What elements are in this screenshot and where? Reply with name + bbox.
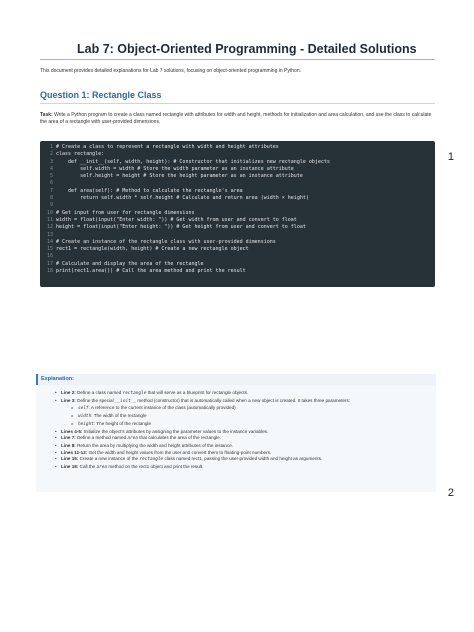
line-ref-label: Lines 4-5: bbox=[61, 428, 83, 434]
line-ref-label: Line 7: bbox=[61, 435, 76, 441]
line-number: 4 bbox=[49, 165, 53, 172]
line-number: 9 bbox=[49, 202, 53, 209]
task-label: Task: bbox=[40, 112, 53, 118]
code-text: print(rect1.area()) # Call the area method and print the result bbox=[56, 268, 246, 275]
code-text: class rectangle: bbox=[56, 151, 105, 158]
inline-code: height bbox=[78, 421, 94, 427]
inline-code: rectangle bbox=[122, 391, 147, 396]
code-line bbox=[44, 159, 431, 166]
code-line bbox=[44, 217, 431, 224]
code-text: width = float(input("Enter width: ")) # Get width from user and convert to float bbox=[56, 216, 297, 223]
line-ref-label: Line 2: bbox=[61, 390, 76, 395]
explanation-text: Define a method named bbox=[75, 435, 128, 441]
title-divider bbox=[40, 59, 435, 60]
code-text: height = float(input("Enter height: ")) # Get height from user and convert to float bbox=[56, 224, 306, 231]
code-block bbox=[40, 141, 435, 287]
explanation-item bbox=[61, 405, 431, 413]
code-text: # Create an instance of the rectangle class with user-provided dimensions bbox=[56, 238, 276, 245]
code-text: def area(self): # Method to calculate the rectangle's area bbox=[56, 187, 243, 194]
task-text: Write a Python program to create a class named rectangle with attributes for width and height, methods for initialization and area calculation, and use the class to calculate the area of a rectangle with user-provided dimensions. bbox=[40, 112, 432, 125]
explanation-text: Initialize the object's attributes by assigning the parameter values to the instance variables. bbox=[82, 428, 269, 434]
code-text: self.width = width # Store the width parameter as an instance attribute bbox=[56, 165, 294, 172]
explanation-text: method on the rect1 object and print the result. bbox=[107, 464, 204, 470]
explanation-text: Create a new instance of the bbox=[78, 456, 140, 462]
line-number: 16 bbox=[46, 253, 53, 260]
inline-code: __init__ bbox=[114, 398, 137, 404]
explanation-text: method (constructor) that is automatically called when a new object is created. It takes three parameters: bbox=[136, 397, 351, 403]
explanation-text: : A reference to the current instance of the class (automatically provided) bbox=[88, 405, 236, 411]
line-number: 1 bbox=[49, 144, 53, 150]
code-line bbox=[44, 173, 431, 180]
code-text: # Get input from user for rectangle dimensions bbox=[56, 209, 195, 216]
code-line bbox=[44, 253, 431, 260]
line-number: 8 bbox=[49, 195, 53, 202]
code-line bbox=[44, 224, 431, 231]
code-line bbox=[44, 188, 431, 195]
line-ref-label: Line 8: bbox=[61, 442, 76, 448]
explanation-text: that calculates the area of the rectangle. bbox=[137, 435, 221, 441]
line-number: 10 bbox=[46, 209, 53, 216]
code-text: return self.width * self.height # Calculate and return area (width × height) bbox=[56, 195, 309, 202]
code-line bbox=[44, 202, 431, 209]
explanation-item bbox=[61, 421, 431, 429]
explanation-item bbox=[61, 398, 431, 406]
code-text: self.height = height # Store the height parameter as an instance attribute bbox=[56, 173, 303, 180]
code-line bbox=[44, 232, 431, 239]
explanation-list bbox=[61, 390, 431, 472]
page-number-1: 1 bbox=[447, 151, 454, 163]
explanation-text: : The height of the rectangle bbox=[93, 420, 151, 426]
line-number: 3 bbox=[49, 158, 53, 165]
line-number: 13 bbox=[46, 231, 53, 238]
page-number-2: 2 bbox=[447, 487, 454, 499]
code-line bbox=[44, 246, 431, 253]
explanation-text: Return the area by multiplying the width and height attributes of the instance. bbox=[75, 442, 234, 448]
explanation-text: Call the bbox=[78, 464, 97, 470]
line-number: 18 bbox=[46, 268, 53, 275]
inline-code: area bbox=[96, 465, 108, 471]
question-1-heading: Question 1: Rectangle Class bbox=[40, 90, 162, 100]
code-line bbox=[44, 268, 431, 275]
explanation-text: Define a class named bbox=[75, 390, 123, 395]
explanation-text: that will serve as a blueprint for rectangle objects. bbox=[146, 390, 249, 395]
code-line bbox=[44, 180, 431, 187]
explanation-item bbox=[61, 429, 431, 436]
line-number: 17 bbox=[46, 260, 53, 267]
explanation-item bbox=[61, 435, 431, 443]
code-text: # Calculate and display the area of the rectangle bbox=[56, 260, 204, 267]
inline-code: area bbox=[127, 436, 138, 442]
code-line bbox=[44, 166, 431, 173]
line-number: 2 bbox=[49, 151, 53, 158]
explanation-text: : The width of the rectangle bbox=[91, 413, 147, 419]
line-number: 5 bbox=[49, 173, 53, 180]
explanation-item bbox=[61, 450, 431, 457]
inline-code: rectangle bbox=[139, 457, 164, 463]
code-line bbox=[44, 144, 431, 151]
line-number: 11 bbox=[46, 216, 53, 223]
line-number: 12 bbox=[46, 224, 53, 231]
line-ref-label: Line 3: bbox=[61, 397, 76, 403]
explanation-heading: Explanation: bbox=[36, 374, 436, 385]
explanation-item bbox=[61, 413, 431, 421]
explanation-item bbox=[61, 443, 431, 450]
task-paragraph bbox=[40, 112, 435, 126]
code-line bbox=[44, 261, 431, 268]
code-line bbox=[44, 239, 431, 246]
inline-code: width bbox=[78, 414, 92, 420]
explanation-text: Get the width and height values from the user and convert them to floating-point numbers. bbox=[87, 449, 272, 455]
line-number: 14 bbox=[46, 238, 53, 245]
line-ref-label: Line 15: bbox=[61, 456, 79, 462]
line-number: 15 bbox=[46, 246, 53, 253]
explanation-text: Define the special bbox=[75, 397, 115, 403]
question-divider bbox=[40, 103, 435, 104]
explanation-text: class named rect1, passing the user-provided width and height as arguments. bbox=[163, 456, 323, 462]
line-ref-label: Lines 11-12: bbox=[61, 449, 88, 455]
explanation-box bbox=[36, 374, 436, 492]
explanation-item bbox=[61, 464, 431, 472]
explanation-item bbox=[61, 390, 431, 398]
line-ref-label: Line 18: bbox=[61, 464, 79, 470]
code-text: def __init__(self, width, height): # Constructor that initializes new rectangle objects bbox=[56, 158, 330, 165]
line-number: 6 bbox=[49, 180, 53, 187]
inline-code: self bbox=[78, 406, 89, 412]
line-number: 7 bbox=[49, 187, 53, 194]
code-line bbox=[44, 151, 431, 158]
code-text: # Create a class to represent a rectangle with width and height attributes bbox=[56, 144, 279, 150]
code-line bbox=[44, 210, 431, 217]
code-text: rect1 = rectangle(width, height) # Create a new rectangle object bbox=[56, 246, 249, 253]
intro-paragraph: This document provides detailed explanations for Lab 7 solutions, focusing on object-oriented programming in Python. bbox=[40, 68, 301, 74]
document-title: Lab 7: Object-Oriented Programming - Detailed Solutions bbox=[77, 42, 417, 56]
explanation-item bbox=[61, 456, 431, 464]
code-line bbox=[44, 195, 431, 202]
